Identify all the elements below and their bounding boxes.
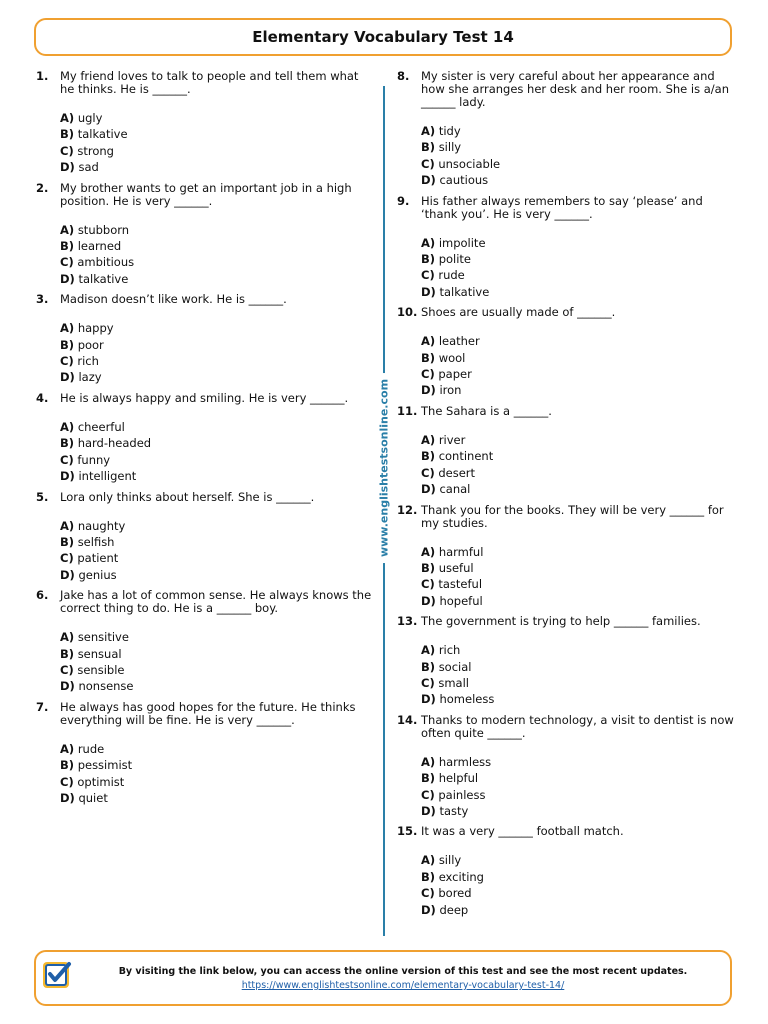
- question-header: [397, 714, 739, 740]
- option-letter: B): [421, 659, 436, 674]
- option-text: cheerful: [77, 419, 125, 434]
- option-text: sensual: [77, 646, 122, 661]
- option-text: ugly: [77, 111, 103, 125]
- question-number: 11.: [397, 403, 418, 418]
- answer-option: [421, 382, 739, 398]
- option-letter: A): [60, 741, 75, 756]
- answer-option: [60, 222, 376, 238]
- question: [36, 701, 376, 807]
- answer-option: [60, 550, 376, 566]
- answer-option: [60, 110, 376, 126]
- option-text: naughty: [77, 518, 126, 533]
- option-text: useful: [438, 560, 474, 575]
- question-text: It was a very ______ football match.: [421, 824, 624, 839]
- answer-options: [421, 432, 739, 498]
- option-letter: A): [421, 643, 436, 658]
- question-number: 9.: [397, 193, 410, 208]
- answer-option: [60, 774, 376, 790]
- option-letter: D): [60, 469, 75, 484]
- question-text: Thank you for the books. They will be very ______ for my studies.: [421, 502, 724, 530]
- option-letter: C): [421, 367, 435, 382]
- question: [397, 306, 739, 399]
- question: [36, 293, 376, 386]
- option-letter: D): [421, 803, 436, 818]
- footer-box: [34, 950, 732, 1006]
- option-letter: C): [60, 774, 74, 789]
- option-text: silly: [438, 140, 462, 155]
- question-text: The government is trying to help ______ families.: [421, 614, 701, 629]
- answer-option: [421, 465, 739, 481]
- option-letter: B): [421, 869, 436, 884]
- question-number: 5.: [36, 489, 49, 504]
- answer-options: [421, 642, 739, 708]
- option-text: rich: [438, 643, 461, 658]
- option-letter: B): [421, 350, 436, 365]
- option-text: deep: [439, 902, 469, 917]
- question-number: 15.: [397, 824, 418, 839]
- answer-options: [421, 754, 739, 820]
- answer-options: [421, 235, 739, 301]
- answer-option: [60, 419, 376, 435]
- option-text: tasteful: [438, 577, 483, 592]
- question: [36, 70, 376, 176]
- option-letter: A): [60, 111, 75, 125]
- option-text: lazy: [78, 370, 102, 385]
- question-number: 1.: [36, 69, 49, 83]
- answer-options: [421, 123, 739, 189]
- question-number: 10.: [397, 305, 418, 320]
- option-letter: C): [421, 465, 435, 480]
- answer-option: [60, 518, 376, 534]
- option-letter: A): [421, 853, 436, 868]
- answer-option: [60, 678, 376, 694]
- answer-options: [421, 852, 739, 918]
- option-text: sensitive: [77, 630, 129, 645]
- option-text: exciting: [438, 869, 484, 884]
- question-header: [397, 70, 739, 109]
- question-text: He is always happy and smiling. He is very ______.: [60, 390, 349, 405]
- option-letter: D): [421, 173, 436, 188]
- question-number: 14.: [397, 712, 418, 727]
- option-text: tidy: [438, 124, 461, 138]
- option-text: talkative: [439, 284, 490, 299]
- question-text: My friend loves to talk to people and tell them what he thinks. He is ______.: [60, 69, 359, 96]
- option-letter: C): [60, 551, 74, 566]
- option-text: rude: [77, 741, 105, 756]
- option-letter: C): [60, 255, 74, 270]
- question-text: He always has good hopes for the future. He thinks everything will be fine. He is very ______.: [60, 699, 356, 727]
- option-text: nonsense: [78, 679, 134, 694]
- option-text: harmless: [438, 754, 492, 769]
- answer-option: [421, 675, 739, 691]
- option-text: river: [438, 432, 466, 447]
- option-text: wool: [438, 350, 466, 365]
- option-letter: A): [60, 321, 75, 336]
- question-header: [397, 306, 739, 319]
- option-letter: D): [421, 284, 436, 299]
- question: [36, 182, 376, 288]
- answer-option: [421, 787, 739, 803]
- question-text: Shoes are usually made of ______.: [421, 305, 616, 320]
- option-text: homeless: [439, 692, 495, 707]
- answer-option: [60, 790, 376, 806]
- option-text: small: [438, 675, 469, 690]
- question-header: [397, 615, 739, 628]
- answer-options: [60, 741, 376, 807]
- answer-option: [60, 337, 376, 353]
- answer-options: [60, 419, 376, 485]
- option-text: cautious: [439, 173, 489, 188]
- option-text: social: [438, 659, 472, 674]
- option-letter: B): [60, 337, 75, 352]
- option-letter: D): [60, 370, 75, 385]
- option-letter: C): [60, 354, 74, 369]
- answer-option: [60, 468, 376, 484]
- question-header: [36, 491, 376, 504]
- option-letter: C): [421, 675, 435, 690]
- option-letter: B): [421, 140, 436, 155]
- question: [36, 589, 376, 695]
- option-letter: D): [60, 271, 75, 286]
- option-text: helpful: [438, 771, 479, 786]
- question-text: Lora only thinks about herself. She is ______.: [60, 489, 315, 504]
- option-letter: C): [421, 787, 435, 802]
- option-text: unsociable: [438, 156, 501, 171]
- option-letter: A): [60, 419, 75, 434]
- answer-option: [421, 691, 739, 707]
- question-number: 12.: [397, 502, 418, 517]
- option-letter: A): [60, 630, 75, 645]
- question-number: 7.: [36, 699, 49, 714]
- option-text: poor: [77, 337, 104, 352]
- answer-option: [60, 567, 376, 583]
- question-text: The Sahara is a ______.: [421, 403, 552, 418]
- answer-option: [60, 534, 376, 550]
- option-letter: A): [421, 124, 436, 138]
- question-number: 3.: [36, 292, 49, 307]
- option-text: rude: [438, 268, 465, 283]
- option-text: quiet: [78, 790, 108, 805]
- question-text: Jake has a lot of common sense. He always knows the correct thing to do. He is a ______ boy.: [60, 588, 372, 616]
- page-title: Elementary Vocabulary Test 14: [252, 28, 514, 46]
- answer-option: [60, 757, 376, 773]
- checkbox-logo-icon: [42, 960, 72, 990]
- option-letter: A): [421, 544, 436, 559]
- question-header: [397, 195, 739, 221]
- option-letter: B): [421, 560, 436, 575]
- option-letter: D): [421, 482, 436, 497]
- option-text: talkative: [78, 271, 129, 286]
- option-text: impolite: [438, 235, 486, 250]
- questions-right-column: [397, 70, 739, 924]
- question: [397, 714, 739, 820]
- answer-options: [421, 333, 739, 399]
- question: [397, 615, 739, 708]
- option-letter: D): [60, 567, 75, 582]
- answer-option: [60, 662, 376, 678]
- answer-option: [421, 432, 739, 448]
- option-letter: C): [421, 886, 435, 901]
- answer-option: [60, 353, 376, 369]
- answer-options: [60, 222, 376, 288]
- question-number: 6.: [36, 588, 49, 603]
- option-letter: C): [421, 156, 435, 171]
- question-header: [36, 70, 376, 96]
- option-letter: B): [60, 534, 75, 549]
- question: [397, 504, 739, 610]
- question-text: Madison doesn’t like work. He is ______.: [60, 292, 287, 307]
- answer-option: [421, 123, 739, 139]
- answer-option: [60, 159, 376, 175]
- option-text: hard-headed: [77, 436, 152, 451]
- option-text: silly: [438, 853, 462, 868]
- option-letter: B): [421, 252, 436, 267]
- option-text: continent: [438, 449, 494, 464]
- answer-option: [421, 902, 739, 918]
- option-text: tasty: [439, 803, 469, 818]
- option-letter: B): [60, 127, 75, 142]
- question: [36, 392, 376, 485]
- question-header: [36, 293, 376, 306]
- option-text: desert: [438, 465, 476, 480]
- option-letter: C): [60, 143, 74, 158]
- option-text: leather: [438, 334, 480, 349]
- option-text: funny: [77, 452, 111, 467]
- option-letter: A): [421, 235, 436, 250]
- answer-option: [60, 126, 376, 142]
- question-header: [397, 825, 739, 838]
- option-letter: D): [421, 383, 436, 398]
- answer-option: [60, 452, 376, 468]
- option-letter: B): [421, 449, 436, 464]
- option-letter: B): [60, 436, 75, 451]
- question-text: Thanks to modern technology, a visit to dentist is now often quite ______.: [421, 712, 734, 740]
- option-text: sensible: [77, 662, 125, 677]
- option-text: harmful: [438, 544, 484, 559]
- answer-option: [60, 238, 376, 254]
- answer-option: [421, 659, 739, 675]
- question: [397, 405, 739, 498]
- question-header: [36, 392, 376, 405]
- question-header: [36, 182, 376, 208]
- answer-option: [421, 770, 739, 786]
- answer-option: [421, 235, 739, 251]
- answer-option: [421, 251, 739, 267]
- option-text: stubborn: [77, 222, 130, 237]
- option-letter: D): [60, 790, 75, 805]
- question-header: [397, 405, 739, 418]
- question: [397, 70, 739, 189]
- option-text: genius: [78, 567, 117, 582]
- option-text: sad: [78, 160, 99, 175]
- question-text: My brother wants to get an important job in a high position. He is very ______.: [60, 180, 352, 208]
- option-text: talkative: [77, 127, 128, 142]
- option-letter: B): [60, 646, 75, 661]
- answer-option: [60, 320, 376, 336]
- option-letter: A): [60, 518, 75, 533]
- answer-options: [60, 629, 376, 695]
- answer-option: [421, 172, 739, 188]
- answer-option: [421, 350, 739, 366]
- option-text: ambitious: [77, 255, 135, 270]
- footer-link[interactable]: https://www.englishtestsonline.com/elementary-vocabulary-test-14/: [241, 980, 565, 991]
- question: [36, 491, 376, 584]
- option-letter: A): [60, 222, 75, 237]
- option-letter: B): [421, 771, 436, 786]
- option-text: paper: [438, 367, 472, 382]
- answer-option: [421, 267, 739, 283]
- answer-option: [421, 593, 739, 609]
- option-letter: D): [421, 692, 436, 707]
- answer-option: [421, 642, 739, 658]
- option-letter: B): [60, 758, 75, 773]
- answer-option: [421, 869, 739, 885]
- answer-option: [421, 852, 739, 868]
- option-text: hopeful: [439, 593, 483, 608]
- title-box: [34, 18, 732, 56]
- question-text: My sister is very careful about her appearance and how she arranges her desk and her room. She is a/an ______ lady.: [421, 69, 730, 109]
- answer-option: [421, 560, 739, 576]
- answer-options: [60, 110, 376, 176]
- question-number: 4.: [36, 390, 49, 405]
- option-text: canal: [439, 482, 471, 497]
- option-letter: D): [60, 679, 75, 694]
- option-text: happy: [77, 321, 114, 336]
- answer-option: [421, 448, 739, 464]
- option-letter: A): [421, 334, 436, 349]
- answer-option: [60, 741, 376, 757]
- answer-option: [421, 544, 739, 560]
- answer-option: [421, 885, 739, 901]
- question: [397, 825, 739, 918]
- answer-options: [60, 320, 376, 386]
- option-text: iron: [439, 383, 462, 398]
- option-text: strong: [77, 143, 114, 158]
- question-number: 8.: [397, 69, 410, 83]
- answer-option: [421, 803, 739, 819]
- option-letter: C): [421, 268, 435, 283]
- answer-option: [60, 271, 376, 287]
- option-text: polite: [438, 252, 471, 267]
- side-url: www.englishtestsonline.com: [378, 373, 391, 563]
- question-header: [397, 504, 739, 530]
- answer-option: [421, 333, 739, 349]
- option-letter: A): [421, 432, 436, 447]
- option-letter: D): [421, 902, 436, 917]
- answer-option: [60, 629, 376, 645]
- option-letter: D): [60, 160, 75, 175]
- question-number: 2.: [36, 180, 49, 195]
- answer-option: [421, 156, 739, 172]
- option-letter: B): [60, 239, 75, 254]
- answer-option: [421, 754, 739, 770]
- answer-option: [421, 366, 739, 382]
- question: [397, 195, 739, 301]
- option-letter: A): [421, 754, 436, 769]
- option-text: painless: [438, 787, 486, 802]
- answer-option: [60, 369, 376, 385]
- option-text: selfish: [77, 534, 115, 549]
- answer-option: [60, 254, 376, 270]
- option-text: pessimist: [77, 758, 133, 773]
- option-letter: C): [60, 452, 74, 467]
- footer-text: By visiting the link below, you can access the online version of this test and see the most recent updates.: [118, 966, 688, 977]
- answer-options: [421, 544, 739, 610]
- question-header: [36, 589, 376, 615]
- answer-option: [60, 143, 376, 159]
- option-letter: C): [421, 577, 435, 592]
- answer-options: [60, 518, 376, 584]
- question-text: His father always remembers to say ‘please’ and ‘thank you’. He is very ______.: [421, 193, 703, 221]
- answer-option: [421, 576, 739, 592]
- option-letter: C): [60, 662, 74, 677]
- answer-option: [60, 646, 376, 662]
- option-letter: D): [421, 593, 436, 608]
- answer-option: [60, 435, 376, 451]
- questions-left-column: [36, 70, 376, 812]
- question-number: 13.: [397, 614, 418, 629]
- option-text: optimist: [77, 774, 125, 789]
- option-text: bored: [438, 886, 472, 901]
- option-text: rich: [77, 354, 99, 369]
- question-header: [36, 701, 376, 727]
- option-text: patient: [77, 551, 119, 566]
- option-text: learned: [77, 239, 122, 254]
- answer-option: [421, 139, 739, 155]
- answer-option: [421, 481, 739, 497]
- answer-option: [421, 284, 739, 300]
- option-text: intelligent: [78, 469, 137, 484]
